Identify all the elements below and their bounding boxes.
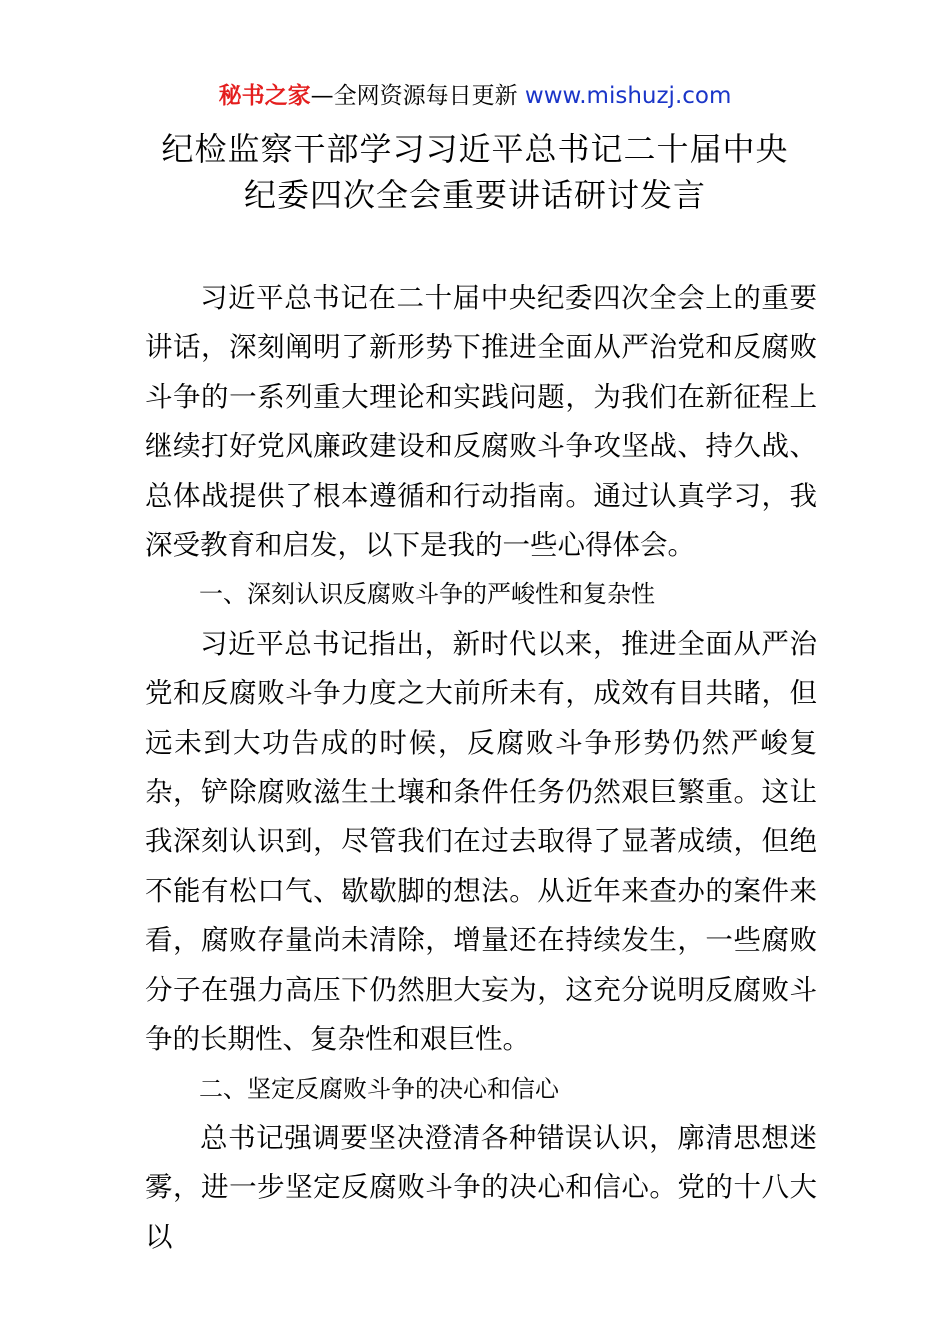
section-1-paragraph: 习近平总书记指出，新时代以来，推进全面从严治党和反腐败斗争力度之大前所未有，成效有目共睹，但远未到大功告成的时候，反腐败斗争形势仍然严峻复杂，铲除腐败滋生土壤和条件任务仍然艰巨繁重。这让我深刻认识到，尽管我们在过去取得了显著成绩，但绝不能有松口气、歇歇脚的想法。从近年来查办的案件来看，腐败存量尚未清除，增量还在持续发生，一些腐败分子在强力高压下仍然胆大妄为，这充分说明反腐败斗争的长期性、复杂性和艰巨性。 bbox=[145, 627, 817, 1056]
site-tagline: —全网资源每日更新 bbox=[310, 83, 525, 109]
document-body bbox=[145, 274, 817, 1262]
site-name: 秘书之家 bbox=[218, 83, 311, 109]
title-line-2: 纪委四次全会重要讲话研讨发言 bbox=[243, 176, 706, 214]
section-heading-1: 一、深刻认识反腐败斗争的严峻性和复杂性 bbox=[199, 580, 655, 609]
section-heading-2: 二、坚定反腐败斗争的决心和信心 bbox=[199, 1074, 559, 1103]
site-banner bbox=[0, 80, 950, 112]
intro-paragraph: 习近平总书记在二十届中央纪委四次全会上的重要讲话，深刻阐明了新形势下推进全面从严治党和反腐败斗争的一系列重大理论和实践问题，为我们在新征程上继续打好党风廉政建设和反腐败斗争攻坚战、持久战、总体战提供了根本遵循和行动指南。通过认真学习，我深受教育和启发，以下是我的一些心得体会。 bbox=[145, 282, 817, 562]
site-url-link[interactable]: www.mishuzj.com bbox=[524, 83, 732, 109]
title-line-1: 纪检监察干部学习习近平总书记二十届中央 bbox=[161, 130, 789, 168]
document-title bbox=[0, 126, 950, 218]
section-2-paragraph: 总书记强调要坚决澄清各种错误认识，廓清思想迷雾，进一步坚定反腐败斗争的决心和信心。党的十八大以 bbox=[145, 1121, 817, 1253]
